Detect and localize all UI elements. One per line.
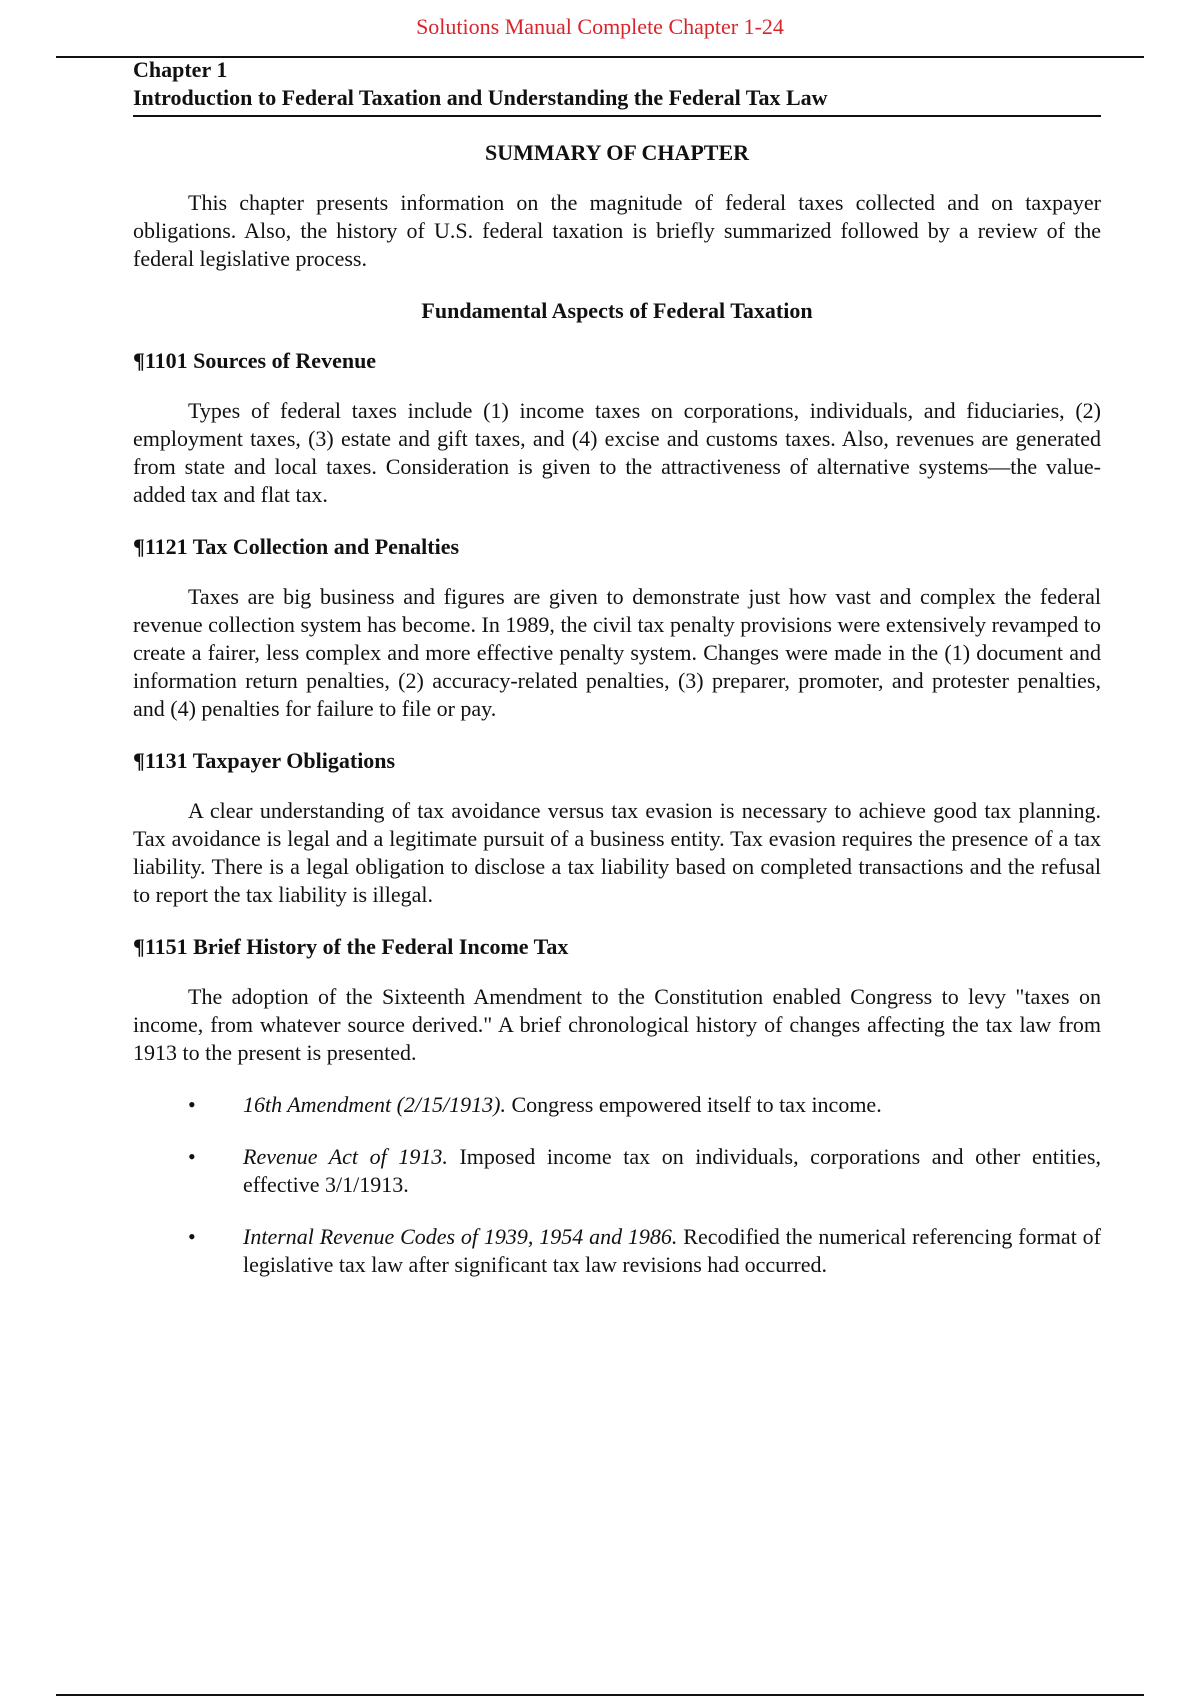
section-text-1121: Taxes are big business and figures are given to demonstrate just how vast and complex the federal revenue collection system has become. In 1989, the civil tax penalty provisions were extensively revamped to create a fairer, less complex and more effective penalty system. Changes were made in the (1) document and information return penalties, (2) accuracy-related penalties, (3) preparer, promoter, and protester penalties, and (4) penalties for failure to file or pay. <box>133 584 1101 721</box>
list-item <box>133 1091 1101 1119</box>
bullet-italic-title: Revenue Act of 1913. <box>243 1144 448 1169</box>
list-item <box>133 1143 1101 1199</box>
bullet-icon: • <box>188 1144 196 1169</box>
list-item <box>133 1223 1101 1279</box>
section-text-1131: A clear understanding of tax avoidance versus tax evasion is necessary to achieve good tax planning. Tax avoidance is legal and a legitimate pursuit of a business entity. Tax evasion requires the presence of a tax liability. There is a legal obligation to disclose a tax liability based on completed transactions and the refusal to report the tax liability is illegal. <box>133 798 1101 907</box>
bullet-text: Imposed income tax on individuals, corporations and other entities, effective 3/1/1913. <box>243 1144 1101 1197</box>
history-bullet-list <box>133 1091 1101 1279</box>
section-heading-1121: ¶1121 Tax Collection and Penalties <box>133 534 460 559</box>
bullet-italic-title: Internal Revenue Codes of 1939, 1954 and 1986. <box>243 1224 678 1249</box>
summary-heading: SUMMARY OF CHAPTER <box>484 140 750 165</box>
bullet-italic-title: 16th Amendment (2/15/1913). <box>243 1092 506 1117</box>
section-heading-1131: ¶1131 Taxpayer Obligations <box>133 748 396 773</box>
section-heading-1151: ¶1151 Brief History of the Federal Income Tax <box>133 934 569 959</box>
section-heading: Fundamental Aspects of Federal Taxation <box>421 298 813 323</box>
document-banner: Solutions Manual Complete Chapter 1-24 <box>416 14 784 39</box>
bullet-text: Congress empowered itself to tax income. <box>505 1092 882 1117</box>
section-heading-1101: ¶1101 Sources of Revenue <box>133 348 377 373</box>
chapter-label: Chapter 1 <box>133 57 228 82</box>
section-text-1101: Types of federal taxes include (1) income taxes on corporations, individuals, and fiduciaries, (2) employment taxes, (3) estate and gift taxes, and (4) excise and customs taxes. Also, revenues are generated from state and local taxes. Consideration is given to the attractiveness of alternative systems—the value-added tax and flat tax. <box>133 398 1101 507</box>
section-text-1151: The adoption of the Sixteenth Amendment to the Constitution enabled Congress to levy "taxes on income, from whatever source derived." A brief chronological history of changes affecting the tax law from 1913 to the present is presented. <box>133 984 1101 1065</box>
chapter-title: Introduction to Federal Taxation and Understanding the Federal Tax Law <box>133 84 1101 117</box>
page-content <box>133 56 1101 1303</box>
bullet-text: Recodified the numerical referencing format of legislative tax law after significant tax law revisions had occurred. <box>243 1224 1101 1277</box>
footer-rule <box>56 1694 1144 1696</box>
bullet-icon: • <box>188 1092 196 1117</box>
bullet-icon: • <box>188 1224 196 1249</box>
intro-paragraph: This chapter presents information on the magnitude of federal taxes collected and on taxpayer obligations. Also, the history of U.S. federal taxation is briefly summarized followed by a review of the federal legislative process. <box>133 190 1101 271</box>
